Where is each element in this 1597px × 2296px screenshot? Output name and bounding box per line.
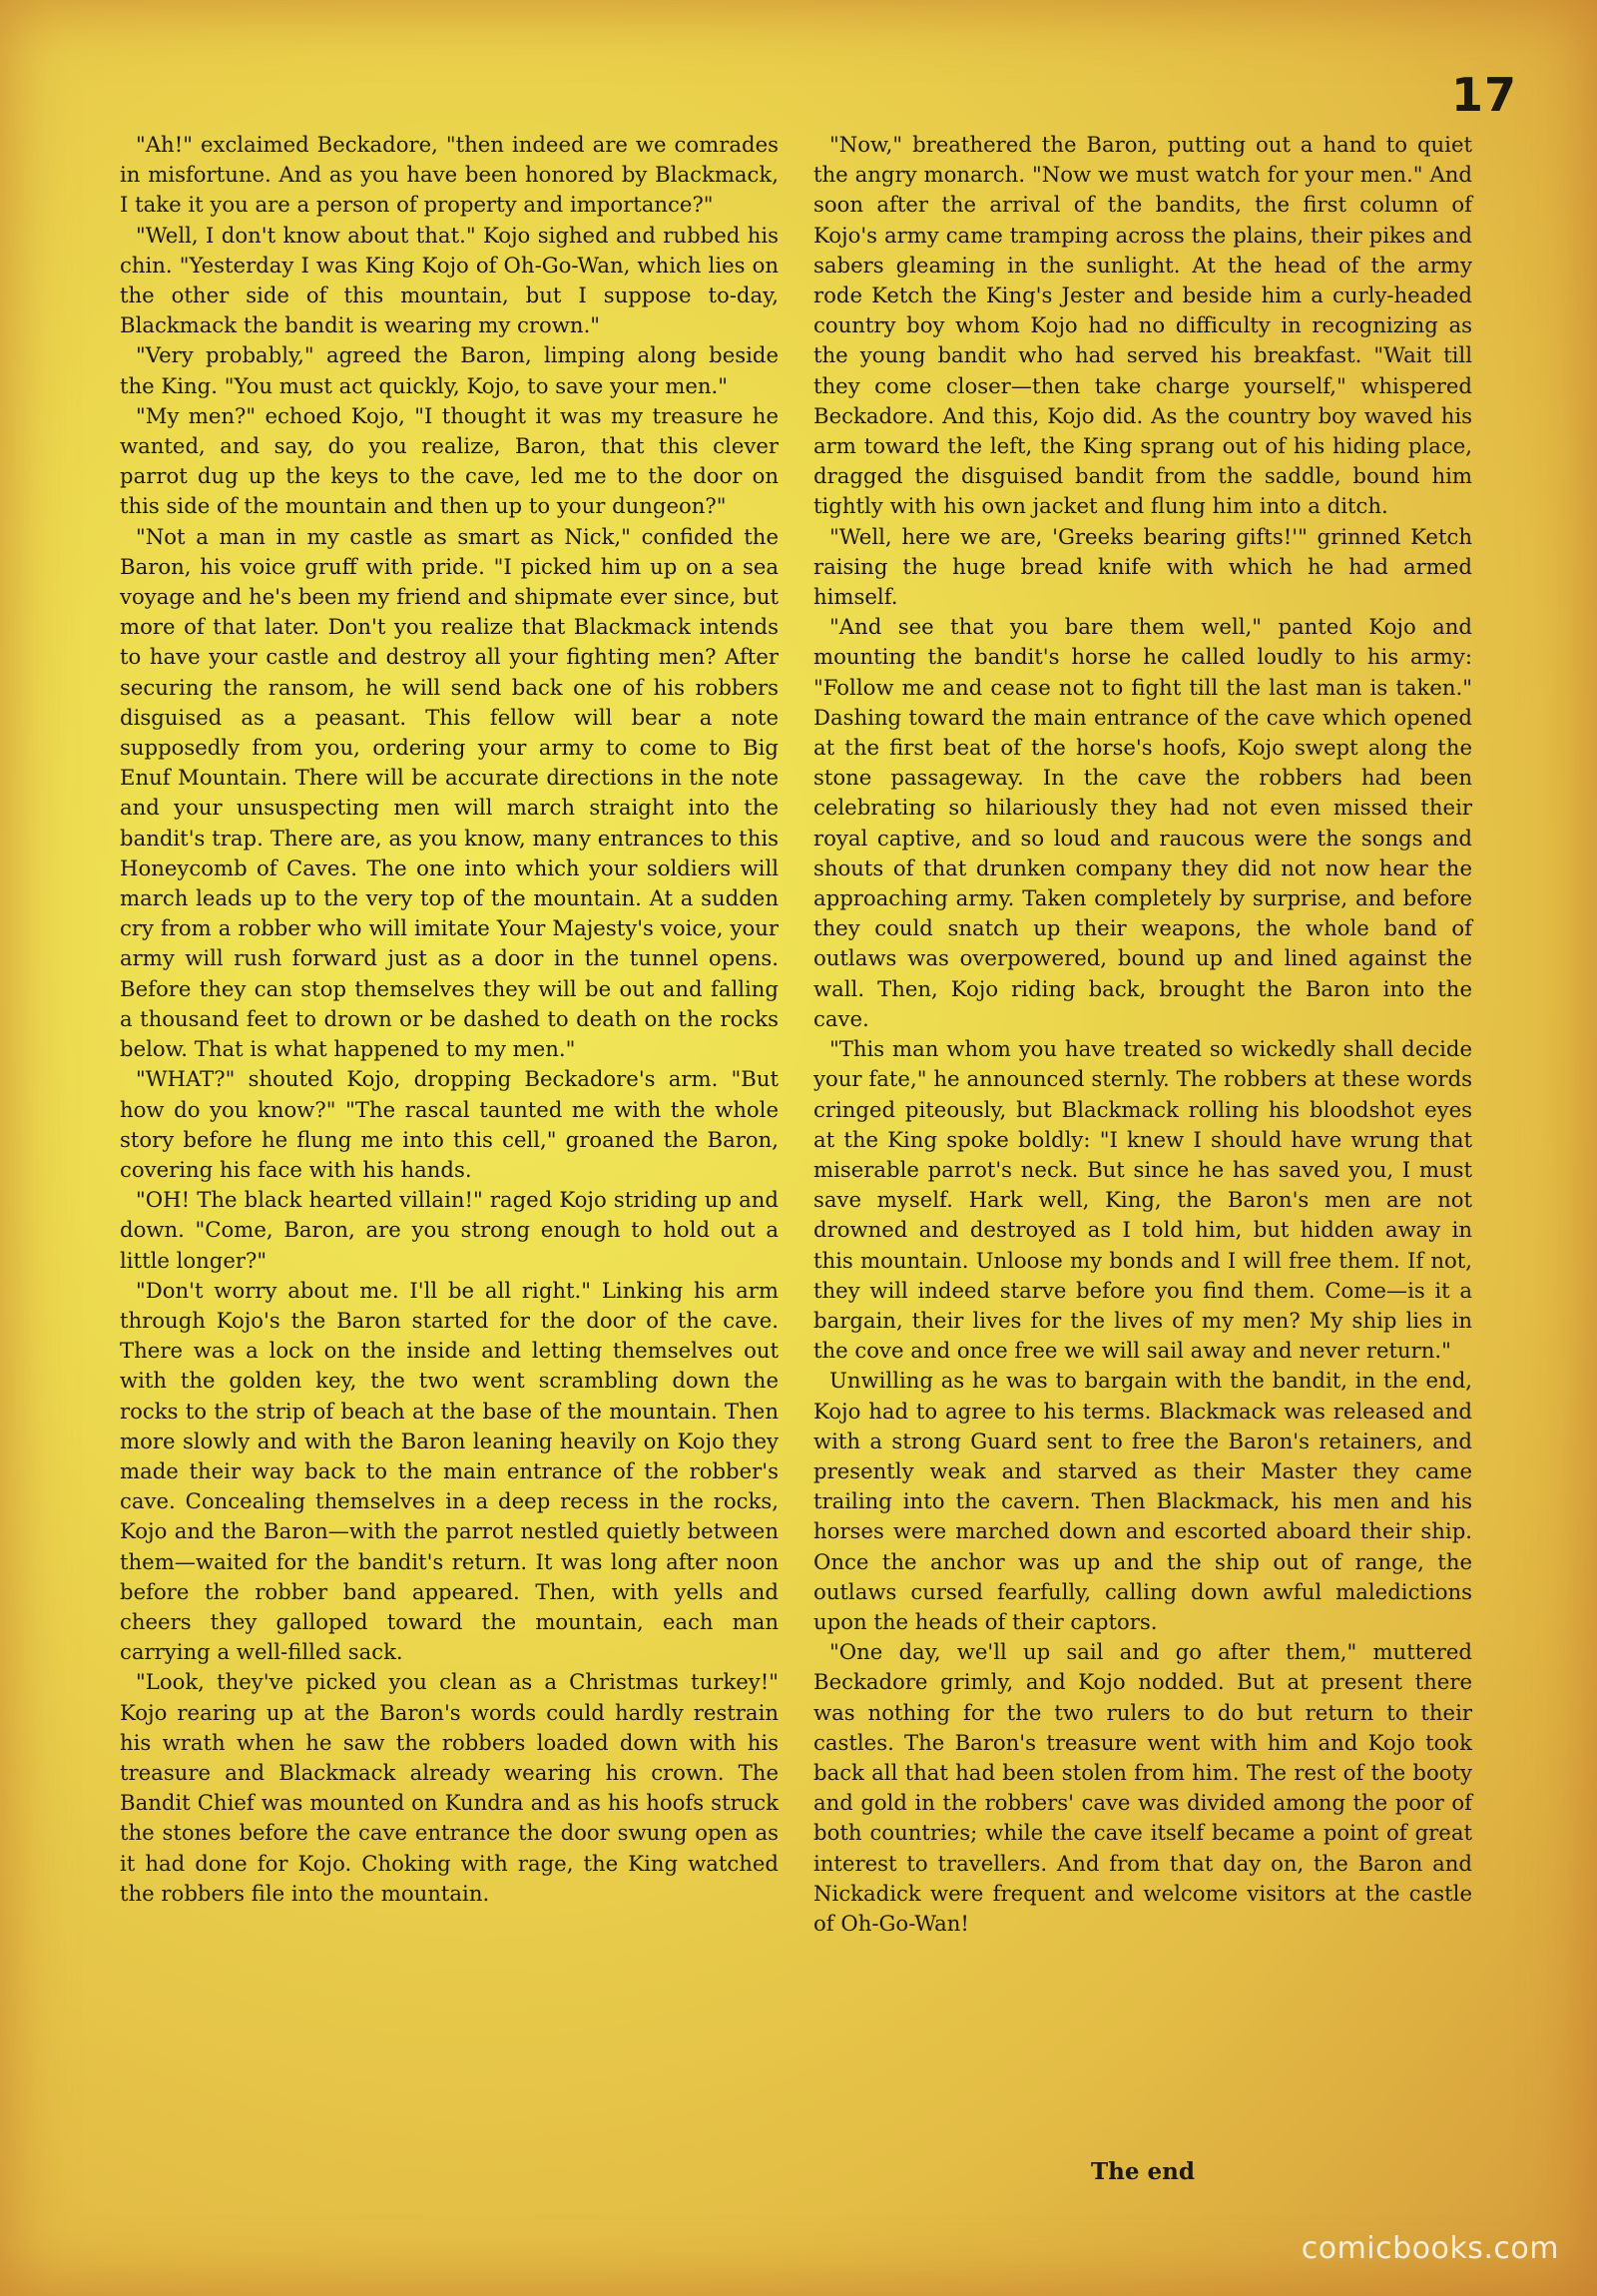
the-end-label: The end [1091, 2158, 1195, 2185]
paragraph: "Well, here we are, 'Greeks bearing gifts!'" grinned Ketch raising the huge bread knife with which he had armed himself. [813, 523, 1472, 610]
paragraph: "Ah!" exclaimed Beckadore, "then indeed are we comrades in misfortune. And as you have been honored by Blackmack, I take it you are a person of property and importance?" [120, 132, 779, 218]
paragraph: "Look, they've picked you clean as a Christmas turkey!" Kojo rearing up at the Baron's words could hardly restrain his wrath when he saw the robbers loaded down with his treasure and Blackmack already wearing his crown. The Bandit Chief was mounted on Kundra and as his hoofs struck the stones before the cave entrance the door swung open as it had done for Kojo. Choking with rage, the King watched the robbers file into the mountain. [120, 1669, 779, 1906]
paragraph: "My men?" echoed Kojo, "I thought it was my treasure he wanted, and say, do you realize, Baron, that this clever parrot dug up the keys to the cave, led me to the door on this side of the mountain and then up to your dungeon?" [120, 402, 779, 519]
paragraph: "Don't worry about me. I'll be all right." Linking his arm through Kojo's the Baron started for the door of the cave. There was a lock on the inside and letting themselves out with the golden key, the two went scrambling down the rocks to the strip of beach at the base of the mountain. Then more slowly and with the Baron leaning heavily on Kojo they made their way back to the main entrance of the robber's cave. Concealing themselves in a deep recess in the rocks, Kojo and the Baron—with the parrot nestled quietly between them—waited for the bandit's return. It was long after noon before the robber band appeared. Then, with yells and cheers they galloped toward the mountain, each man carrying a well-filled sack. [120, 1277, 779, 1665]
paragraph: "Very probably," agreed the Baron, limping along beside the King. "You must act quickly, Kojo, to save your men." [120, 342, 779, 398]
page-number: 17 [1450, 68, 1517, 122]
paragraph: "And see that you bare them well," panted Kojo and mounting the bandit's horse he called loudly to his army: "Follow me and cease not to fight till the last man is taken." Dashing toward the main entrance of the cave which opened at the first beat of the horse's hoofs, Kojo swept along the stone passageway. In the cave the robbers had been celebrating so hilariously they had not even missed their royal captive, and so loud and raucous were the songs and shouts of that drunken company they did not now hear the approaching army. Taken completely by surprise, and before they could snatch up their weapons, the whole band of outlaws was overpowered, bound up and lined against the wall. Then, Kojo riding back, brought the Baron into the cave. [813, 614, 1472, 1031]
paragraph: "OH! The black hearted villain!" raged Kojo striding up and down. "Come, Baron, are you strong enough to hold out a little longer?" [120, 1187, 779, 1273]
paragraph: "Not a man in my castle as smart as Nick," confided the Baron, his voice gruff with pride. "I picked him up on a sea voyage and he's been my friend and shipmate ever since, but more of that later. Don't you realize that Blackmack intends to have your castle and destroy all your fighting men? After securing the ransom, he will send back one of his robbers disguised as a peasant. This fellow will bear a note supposedly from you, ordering your army to come to Big Enuf Mountain. There will be accurate directions in the note and your unsuspecting men will march straight into the bandit's trap. There are, as you know, many entrances to this Honeycomb of Caves. The one into which your soldiers will march leads up to the very top of the mountain. At a sudden cry from a robber who will imitate Your Majesty's voice, your army will rush forward just as a door in the tunnel opens. Before they can stop themselves they will be out and falling a thousand feet to drown or be dashed to death on the rocks below. That is what happened to my men." [120, 523, 779, 1062]
paragraph: "WHAT?" shouted Kojo, dropping Beckadore's arm. "But how do you know?" "The rascal taunted me with the whole story before he flung me into this cell," groaned the Baron, covering his face with his hands. [120, 1066, 779, 1182]
paragraph: "Now," breathered the Baron, putting out a hand to quiet the angry monarch. "Now we must watch for your men." And soon after the arrival of the bandits, the first column of Kojo's army came tramping across the plains, their pikes and sabers gleaming in the sunlight. At the head of the army rode Ketch the King's Jester and beside him a curly-headed country boy whom Kojo had no difficulty in recognizing as the young bandit who had served his breakfast. "Wait till they come closer—then take charge yourself," whispered Beckadore. And this, Kojo did. As the country boy waved his arm toward the left, the King sprang out of his hiding place, dragged the disguised bandit from the saddle, bound him tightly with his own jacket and flung him into a ditch. [813, 132, 1472, 519]
paragraph: "This man whom you have treated so wickedly shall decide your fate," he announced sternly. The robbers at these words cringed piteously, but Blackmack rolling his bloodshot eyes at the King spoke boldly: "I knew I should have wrung that miserable parrot's neck. But since he has saved you, I must save myself. Hark well, King, the Baron's men are not drowned and destroyed as I told him, but hidden away in this mountain. Unloose my bonds and I will free them. If not, they will indeed starve before you find them. Come—is it a bargain, their lives for the lives of my men? My ship lies in the cove and once free we will sail away and never return." [813, 1036, 1472, 1364]
paragraph: "One day, we'll up sail and go after them," muttered Beckadore grimly, and Kojo nodded. But at present there was nothing for the two rulers to do but return to their castles. The Baron's treasure went with him and Kojo took back all that had been stolen from him. The rest of the booty and gold in the robbers' cave was divided among the poor of both countries; while the cave itself became a point of great interest to travellers. And from that day on, the Baron and Nickadick were frequent and welcome visitors at the castle of Oh-Go-Wan! [813, 1639, 1472, 1936]
right-text-column [813, 130, 1472, 1939]
left-text-column [120, 130, 779, 1909]
paragraph: Unwilling as he was to bargain with the bandit, in the end, Kojo had to agree to his terms. Blackmack was released and with a strong Guard sent to free the Baron's retainers, and presently weak and starved as their Master they came trailing into the cavern. Then Blackmack, his men and his horses were marched down and escorted aboard their ship. Once the anchor was up and the ship out of range, the outlaws cursed fearfully, calling down awful maledictions upon the heads of their captors. [813, 1368, 1472, 1634]
site-watermark: comicbooks.com [1301, 2231, 1559, 2266]
paragraph: "Well, I don't know about that." Kojo sighed and rubbed his chin. "Yesterday I was King Kojo of Oh-Go-Wan, which lies on the other side of this mountain, but I suppose to-day, Blackmack the bandit is wearing my crown." [120, 222, 779, 338]
